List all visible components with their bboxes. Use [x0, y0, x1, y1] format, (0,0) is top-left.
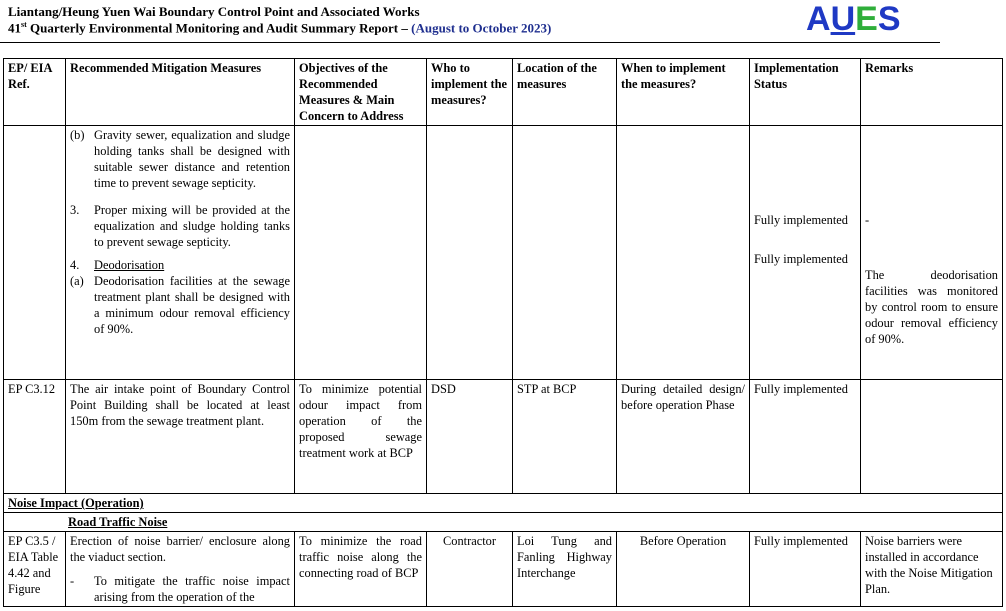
- mitigation-measures-table: [3, 58, 1003, 607]
- list-item: (b) Gravity sewer, equalization and sludge holding tanks shall be designed with suitable sewer distance and retention time to prevent sewage septicity.: [70, 128, 290, 190]
- status-text: Fully implemented: [754, 252, 848, 266]
- list-item: (a) Deodorisation facilities at the sewage treatment plant shall be designed with a minimum odour removal efficiency of 90%.: [70, 274, 290, 336]
- table-header-row: [4, 59, 1003, 126]
- cell-remarks: [861, 126, 1003, 380]
- cell-status: [750, 126, 861, 380]
- cell-who: DSD: [427, 380, 513, 494]
- cell-location: Loi Tung and Fanling Highway Interchange: [513, 532, 617, 607]
- col-header-measures: Recommended Mitigation Measures: [66, 59, 295, 126]
- report-number-suffix: st: [21, 20, 27, 29]
- report-title-text: Quarterly Environmental Monitoring and Audit Summary Report –: [26, 20, 412, 36]
- list-item: - To mitigate the traffic noise impact arising from the operation of the: [70, 574, 290, 604]
- table-row: [4, 532, 1003, 607]
- aues-logo: AUES: [806, 0, 901, 38]
- status-text: Fully implemented: [754, 213, 848, 227]
- col-header-who: Who to implement the measures?: [427, 59, 513, 126]
- col-header-status: Implementation Status: [750, 59, 861, 126]
- cell-measures: The air intake point of Boundary Control Point Building shall be located at least 150m from the sewage treatment plant.: [66, 380, 295, 494]
- section-title: Noise Impact (Operation): [4, 494, 1003, 513]
- cell-measures: [66, 126, 295, 380]
- cell-when: During detailed design/ before operation Phase: [617, 380, 750, 494]
- report-period: (August to October 2023): [411, 20, 552, 36]
- list-item: 3. Proper mixing will be provided at the equalization and sludge holding tanks to prevent sewage septicity.: [70, 203, 290, 249]
- col-header-when: When to implement the measures?: [617, 59, 750, 126]
- report-title-line1: Liantang/Heung Yuen Wai Boundary Control Point and Associated Works: [8, 4, 420, 19]
- header-divider: [0, 42, 940, 43]
- subsection-title: Road Traffic Noise: [68, 515, 168, 529]
- cell-remarks: Noise barriers were installed in accordance with the Noise Mitigation Plan.: [861, 532, 1003, 607]
- col-header-location: Location of the measures: [513, 59, 617, 126]
- report-number: 41: [8, 20, 21, 36]
- cell-when: Before Operation: [617, 532, 750, 607]
- col-header-remarks: Remarks: [861, 59, 1003, 126]
- cell-when: [617, 126, 750, 380]
- cell-location: [513, 126, 617, 380]
- list-item: 4. Deodorisation: [70, 258, 165, 272]
- cell-ref: [4, 126, 66, 380]
- section-row: [4, 494, 1003, 513]
- report-title-line2: [8, 20, 551, 36]
- subsection-row: [4, 513, 1003, 532]
- table-row: [4, 380, 1003, 494]
- cell-ref: EP C3.5 / EIA Table 4.42 and Figure: [4, 532, 66, 607]
- table-row: [4, 126, 1003, 380]
- cell-status: Fully implemented: [750, 532, 861, 607]
- cell-ref: EP C3.12: [4, 380, 66, 494]
- remarks-text: The deodorisation facilities was monitored by control room to ensure odour removal efficiency of 90%.: [865, 268, 998, 346]
- cell-status: Fully implemented: [750, 380, 861, 494]
- cell-who: Contractor: [427, 532, 513, 607]
- cell-objectives: To minimize the road traffic noise along the connecting road of BCP: [295, 532, 427, 607]
- col-header-objectives: Objectives of the Recommended Measures & Main Concern to Address: [295, 59, 427, 126]
- col-header-ref: EP/ EIA Ref.: [4, 59, 66, 126]
- cell-location: STP at BCP: [513, 380, 617, 494]
- cell-who: [427, 126, 513, 380]
- cell-objectives: [295, 126, 427, 380]
- cell-objectives: To minimize potential odour impact from operation of the proposed sewage treatment work at BCP: [295, 380, 427, 494]
- cell-measures: Erection of noise barrier/ enclosure along the viaduct section. - To mitigate the traffic noise impact arising from the operation of the: [66, 532, 295, 607]
- remarks-text: -: [865, 213, 870, 227]
- cell-remarks: [861, 380, 1003, 494]
